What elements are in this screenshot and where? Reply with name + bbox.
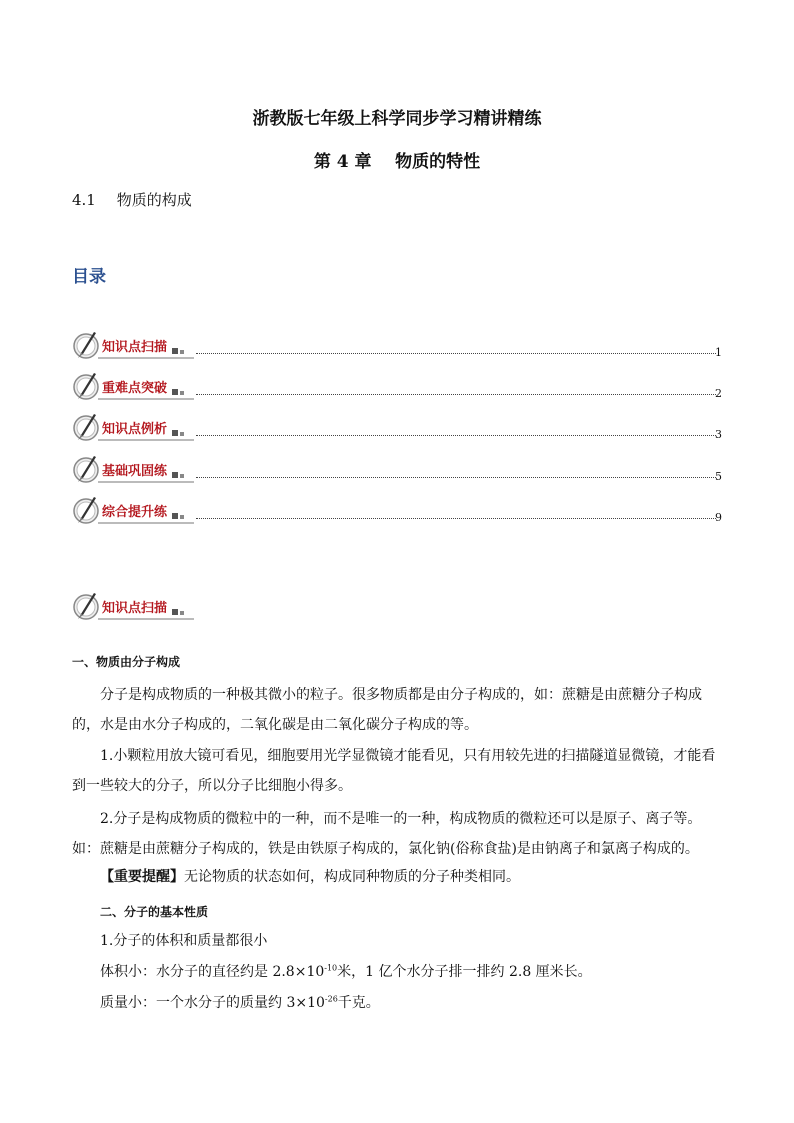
toc-heading: 目录 [72,267,106,287]
tip-label: 【重要提醒】 [100,869,184,885]
toc-page-number: 2 [715,387,722,400]
toc-page-number: 1 [715,346,722,359]
square-icon [172,513,178,519]
toc-leader [196,477,716,478]
paragraph-2: 1.小颗粒用放大镜可看见，细胞要用光学显微镜才能看见，只有用较先进的扫描隧道显微镜，才能看到一些较大的分子，所以分子比细胞小得多。 [72,748,716,794]
text-run: 体积小：水分子的直径约是 2.8×10 [100,964,325,980]
toc-item-label: 基础巩固练 [102,464,168,479]
square-icon [180,350,184,354]
tip-paragraph [72,867,722,887]
text-run: 千克。 [337,995,380,1011]
text-run: 质量小：一个水分子的质量约 3×10 [100,995,325,1011]
toc-item-label: 知识点扫描 [102,340,168,355]
toc-leader [196,394,716,395]
section-number: 4.1 [72,191,96,209]
toc-item-label: 综合提升练 [102,505,168,520]
paragraph-5 [72,962,722,982]
square-icon [180,432,184,436]
square-icon [180,391,184,395]
section-title [72,189,192,210]
tip-text: 无论物质的状态如何，构成同种物质的分子种类相同。 [184,869,520,885]
section-badge [72,591,202,625]
document-title: 浙教版七年级上科学同步学习精讲精练 [252,109,542,129]
square-icon [172,348,178,354]
paragraph-6 [72,993,722,1013]
square-icon [172,609,178,615]
paragraph-3: 2.分子是构成物质的微粒中的一种，而不是唯一的一种，构成物质的微粒还可以是原子、离子等。如：蔗糖是由蔗糖分子构成的，铁是由铁原子构成的，氯化钠(俗称食盐)是由钠离子和氯离子构成的。 [72,811,702,857]
square-icon [180,515,184,519]
paragraph-4: 1.分子的体积和质量都很小 [100,933,268,949]
toc-item[interactable] [72,371,722,405]
toc-item-label: 知识点例析 [102,422,168,437]
toc-item-label: 重难点突破 [102,381,168,396]
toc-page-number: 3 [715,428,722,441]
toc-page-number: 9 [715,511,722,524]
square-icon [180,474,184,478]
text-run: 米，1 亿个水分子排一排约 2.8 厘米长。 [337,964,592,980]
toc-item[interactable] [72,412,722,446]
paragraph-1: 分子是构成物质的一种极其微小的粒子。很多物质都是由分子构成的，如：蔗糖是由蔗糖分子构成的，水是由水分子构成的，二氧化碳是由二氧化碳分子构成的等。 [72,687,702,733]
square-icon [172,472,178,478]
subheading-2: 二、分子的基本性质 [100,905,209,919]
toc-leader [196,435,716,436]
toc-leader [196,353,716,354]
subheading-1: 一、物质由分子构成 [72,655,181,669]
square-icon [172,430,178,436]
square-icon [180,611,184,615]
chapter-title: 第 4 章 物质的特性 [313,152,481,172]
section-badge-label: 知识点扫描 [102,601,168,616]
toc-item[interactable] [72,454,722,488]
toc-leader [196,518,716,519]
square-icon [172,389,178,395]
section-name: 物质的构成 [116,191,192,209]
exponent: -26 [324,994,338,1004]
toc-item[interactable] [72,495,722,529]
toc-item[interactable] [72,330,722,364]
exponent: -10 [324,963,338,973]
toc-page-number: 5 [715,470,722,483]
